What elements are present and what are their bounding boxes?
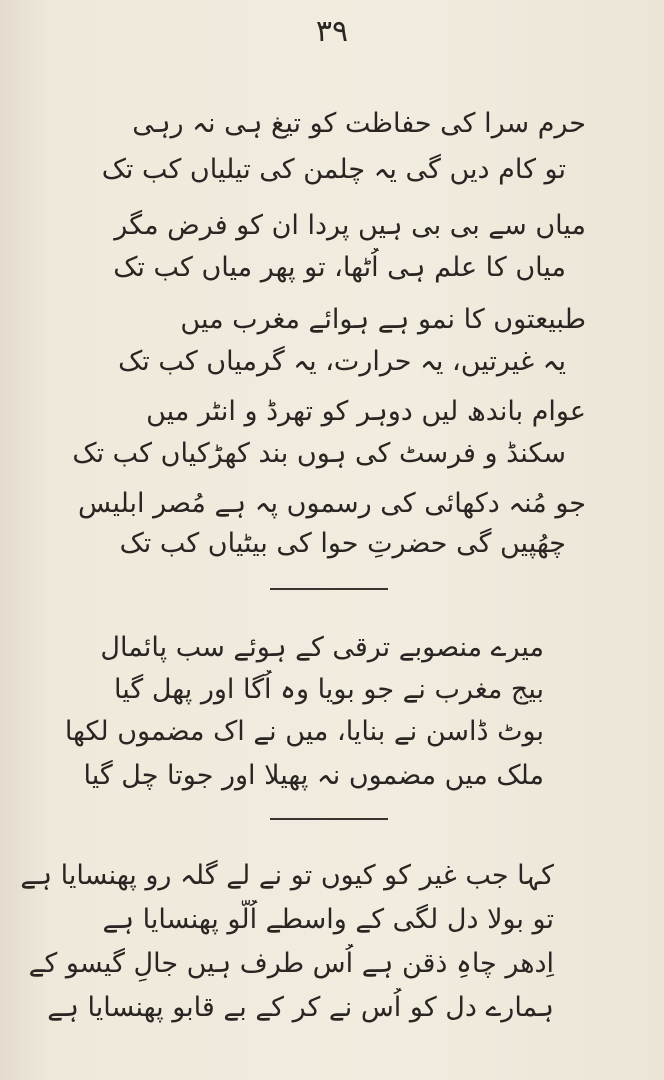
verse-line: عوام باندھ لیں دوہر کو تھرڈ و انٹر میں [146,396,586,427]
verse-line: حرم سرا کی حفاظت کو تیغ ہی نہ رہی [132,108,586,139]
verse-line: تو کام دیں گی یہ چلمن کی تیلیاں کب تک [101,154,566,185]
verse-line: سکنڈ و فرسٹ کی ہوں بند کھڑکیاں کب تک [72,438,566,469]
verse-line: یہ غیرتیں، یہ حرارت، یہ گرمیاں کب تک [118,346,566,377]
section-divider [270,588,388,590]
verse-line: میاں کا علم ہی اُٹھا، تو پھر میاں کب تک [113,252,566,283]
verse-line: جو مُنہ دکھائی کی رسموں پہ ہے مُصر ابلیس [78,488,586,519]
page-number: ۳۹ [315,14,349,49]
verse-line: تو بولا دل لگی کے واسطے اُلّو پھنسایا ہے [102,904,554,935]
verse-line: بوٹ ڈاسن نے بنایا، میں نے اک مضموں لکھا [64,716,544,747]
verse-line: طبیعتوں کا نمو ہے ہوائے مغرب میں [180,304,586,335]
section-divider [270,818,388,820]
verse-line: کہا جب غیر کو کیوں تو نے لے گلہ رو پھنسایا ہے [20,860,554,891]
verse-line: میاں سے بی بی ہیں پردا ان کو فرض مگر [114,210,586,241]
verse-line: ملک میں مضموں نہ پھیلا اور جوتا چل گیا [83,760,544,791]
verse-line: بیج مغرب نے جو بویا وہ اُگا اور پھل گیا [114,674,544,705]
verse-line: ہمارے دل کو اُس نے کر کے بے قابو پھنسایا ہے [47,992,554,1023]
verse-line: میرے منصوبے ترقی کے ہوئے سب پائمال [100,632,544,663]
verse-line: چھُپیں گی حضرتِ حوا کی بیٹیاں کب تک [119,528,566,559]
verse-line: اِدھر چاہِ ذقن ہے اُس طرف ہیں جالِ گیسو کے [28,948,554,979]
